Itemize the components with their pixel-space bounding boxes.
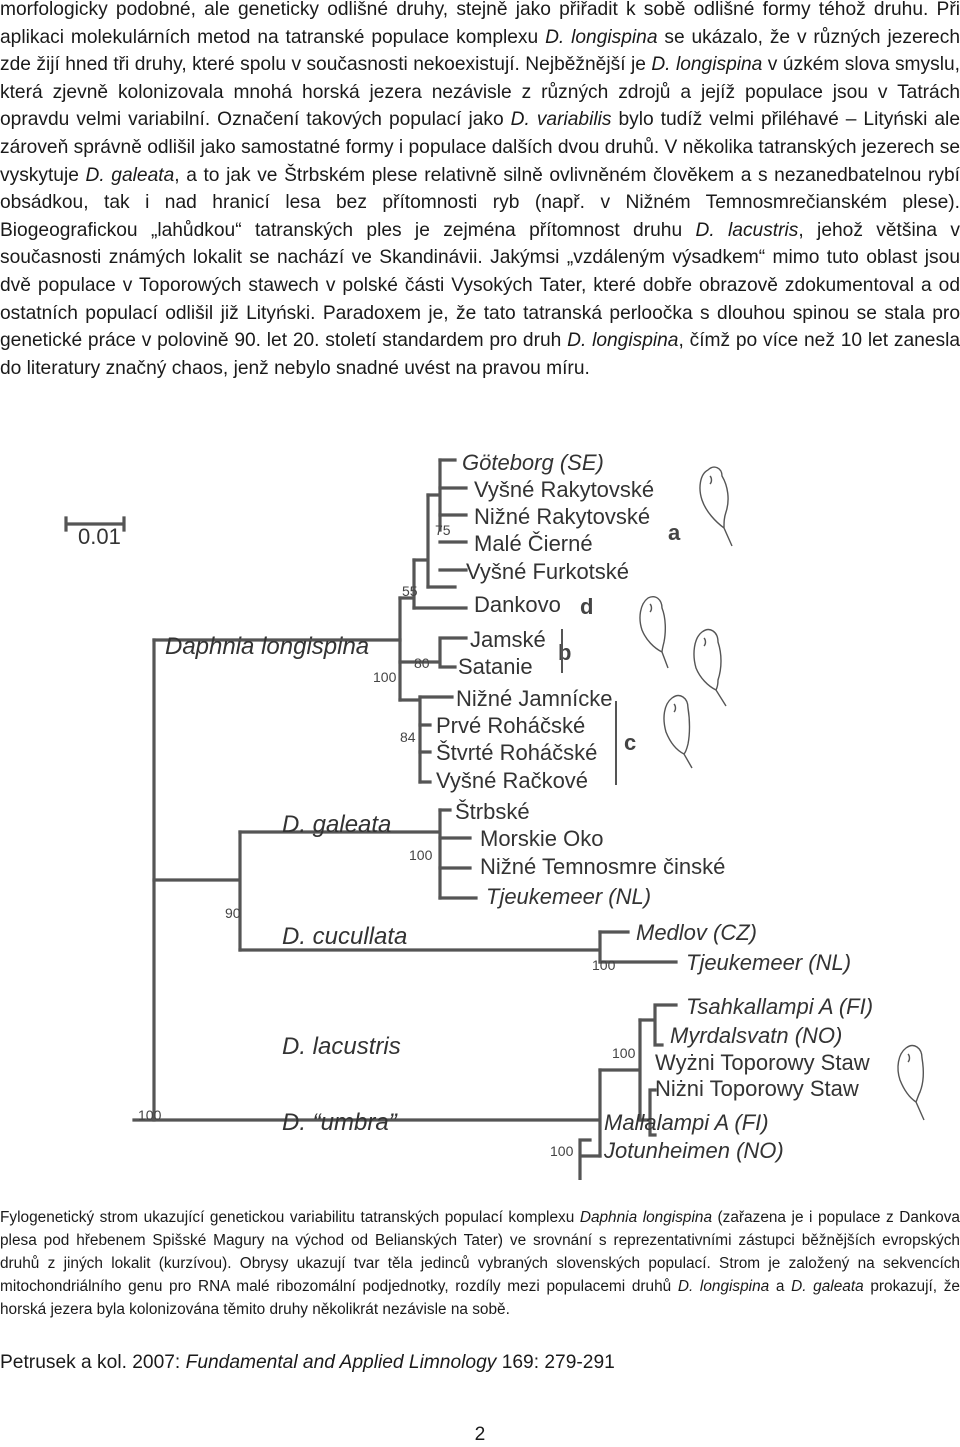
bootstrap-value: 75 (435, 522, 451, 538)
taxon-label: Myrdalsvatn (NO) (670, 1023, 843, 1048)
bootstrap-value: 100 (592, 957, 616, 973)
bootstrap-value: 100 (550, 1143, 574, 1159)
bootstrap-value: 80 (414, 655, 430, 671)
phylogenetic-tree-figure (0, 440, 960, 1180)
taxon-label: Vyšné Furkotské (466, 559, 630, 584)
bootstrap-value: 84 (400, 729, 416, 745)
citation-authors: Petrusek a kol. 2007: (0, 1352, 186, 1373)
text-run: , a to jak ve Štrbském plese relativně silně ovlivněném člověkem a s nezanedbatelnou rybí obsádkou, tak i nad hranicí lesa bez přítomnosti ryb (např. v Nižném Temnosmrečianském plese). Biogeografickou „lahůdkou“ tatranských ples je zejména přítomnost druhu (0, 164, 960, 241)
species-label-lacustris: D. lacustris (282, 1033, 401, 1060)
taxon-label: Dankovo (474, 592, 561, 617)
bootstrap-value: 100 (409, 847, 433, 863)
daphnia-outline-icon (664, 696, 692, 768)
page-number: 2 (474, 1424, 486, 1445)
species-label-galeata: D. galeata (282, 811, 392, 838)
species-name: D. longispina (651, 54, 763, 76)
species-label-umbra: D. “umbra” (282, 1109, 397, 1136)
taxon-label: Tjeukemeer (NL) (686, 950, 852, 975)
taxon-label: Tjeukemeer (NL) (486, 884, 652, 909)
text-run: a (769, 1278, 792, 1295)
text-run: se ukázalo, že v různých jezerech zde žijí hned tři druhy, které spolu v současnosti nekoexistují. Nejběžnější je (0, 26, 960, 76)
species-name: D. galeata (85, 164, 175, 186)
daphnia-outline-icon (700, 467, 732, 546)
taxon-label: Morskie Oko (480, 826, 604, 851)
figure-caption (0, 1206, 960, 1321)
daphnia-outline-icon (640, 597, 668, 668)
group-letter-d: d (580, 594, 594, 619)
group-letter-b: b (558, 640, 572, 665)
taxon-label: Vyšné Račkové (436, 768, 589, 793)
text-run: , čímž po více než 10 let zanesla do literatury značný chaos, jenž nebylo snadné uvést na pravou míru. (0, 330, 960, 379)
species-name: D. lacustris (695, 219, 799, 241)
species-name: D. longispina (567, 330, 679, 352)
species-name: D. longispina (545, 26, 658, 48)
taxon-label: Prvé Roháčské (436, 713, 586, 738)
taxon-label: Nižné Jamnícke (456, 686, 613, 711)
daphnia-outline-icon (898, 1046, 924, 1120)
taxon-label: Satanie (458, 654, 533, 679)
species-name: D. galeata (791, 1278, 864, 1295)
taxon-label: Mallalampi A (FI) (604, 1110, 769, 1135)
text-run: v úzkém slova smyslu, která zjevně kolonizovala mnohá horská jezera nezávisle z různých zdrojů a jejíž populace jsou v Tatrách opravdu velmi variabilní. Označení takových populací jako (0, 54, 960, 131)
taxon-label: Štvrté Roháčské (436, 740, 598, 765)
taxon-label: Medlov (CZ) (636, 920, 758, 945)
phylogenetic-tree-svg (0, 440, 960, 1180)
text-run: Fylogenetický strom ukazující genetickou variabilitu tatranských populací komplexu (0, 1209, 580, 1226)
species-name: Daphnia longispina (579, 1209, 713, 1226)
taxon-label: Nižné Rakytovské (474, 504, 651, 529)
citation-journal: Fundamental and Applied Limnology (185, 1352, 497, 1373)
taxon-label: Malé Čierné (474, 531, 593, 556)
species-name: D. longispina (677, 1278, 770, 1295)
scale-bar-label: 0.01 (78, 524, 121, 549)
taxon-label: Tsahkallampi A (FI) (686, 994, 874, 1019)
taxon-label: Jotunheimen (NO) (604, 1138, 784, 1163)
species-label-cucullata: D. cucullata (282, 923, 408, 950)
taxon-label: Jamské (470, 627, 546, 652)
citation (0, 1352, 960, 1374)
species-name: D. variabilis (510, 109, 612, 131)
group-letter-a: a (668, 520, 681, 545)
taxon-label: Niżni Toporowy Staw (655, 1076, 859, 1101)
bootstrap-value: 90 (225, 905, 241, 921)
text-run: morfologicky podobné, ale geneticky odlišné druhy, stejně jako přiřadit k sobě odlišné formy téhož druhu. Při aplikaci molekulárních metod na tatranské populace komplexu (0, 0, 960, 48)
taxon-label: Vyšné Rakytovské (474, 477, 655, 502)
text-run: prokazují, že horská jezera byla kolonizována těmito druhy několikrát nezávisle na sobě. (0, 1278, 960, 1318)
taxon-label: Štrbské (455, 799, 530, 824)
body-paragraph (0, 0, 960, 382)
citation-reference: 169: 279-291 (496, 1352, 615, 1373)
bootstrap-value: 100 (138, 1107, 162, 1123)
bootstrap-value: 100 (373, 669, 397, 685)
group-letter-c: c (624, 730, 637, 755)
taxon-label: Wyżni Toporowy Staw (655, 1050, 870, 1075)
text-run: (zařazena je i populace z Dankova plesa pod hřebenem Spišské Magury na východ od Belianských Tater) ve srovnání s reprezentativními zástupci běžnějších evropských druhů z jiných lokalit (kurzívou). Obrysy ukazují tvar těla jedinců vybraných slovenských populací. Strom je založený na sekvencích mitochondriálního genu pro RNA malé ribozomální podjednotky, rozdíly mezi populacemi druhů (0, 1209, 960, 1295)
scale-bar (66, 518, 124, 549)
text-run: , jehož většina v současnosti známých lokalit se nachází ve Skandinávii. Jakýmsi „vzdáleným výsadkem“ mimo tuto oblast jsou dvě populace v Toporowých stawech v polské části Vysokých Tater, které dobře obrazově zdokumentoval a od ostatních populací odlišil již Lityński. Paradoxem je, že tato tatranská perloočka s dlouhou spinou se stala pro genetické práce v polovině 90. let 20. století standardem pro druh (0, 219, 960, 352)
taxon-label: Nižné Temnosmre činské (480, 854, 726, 879)
bootstrap-value: 55 (402, 583, 418, 599)
taxon-label: Göteborg (SE) (462, 450, 604, 475)
daphnia-outline-icon (694, 630, 726, 706)
text-run: bylo tudíž velmi přiléhavé – Lityński ale zároveň správně odlišil jako samostatné formy i populace dalších dvou druhů. V několika tatranských jezerech se vyskytuje (0, 109, 960, 186)
species-label-longispina: Daphnia longispina (165, 633, 370, 660)
bootstrap-value: 100 (612, 1045, 636, 1061)
